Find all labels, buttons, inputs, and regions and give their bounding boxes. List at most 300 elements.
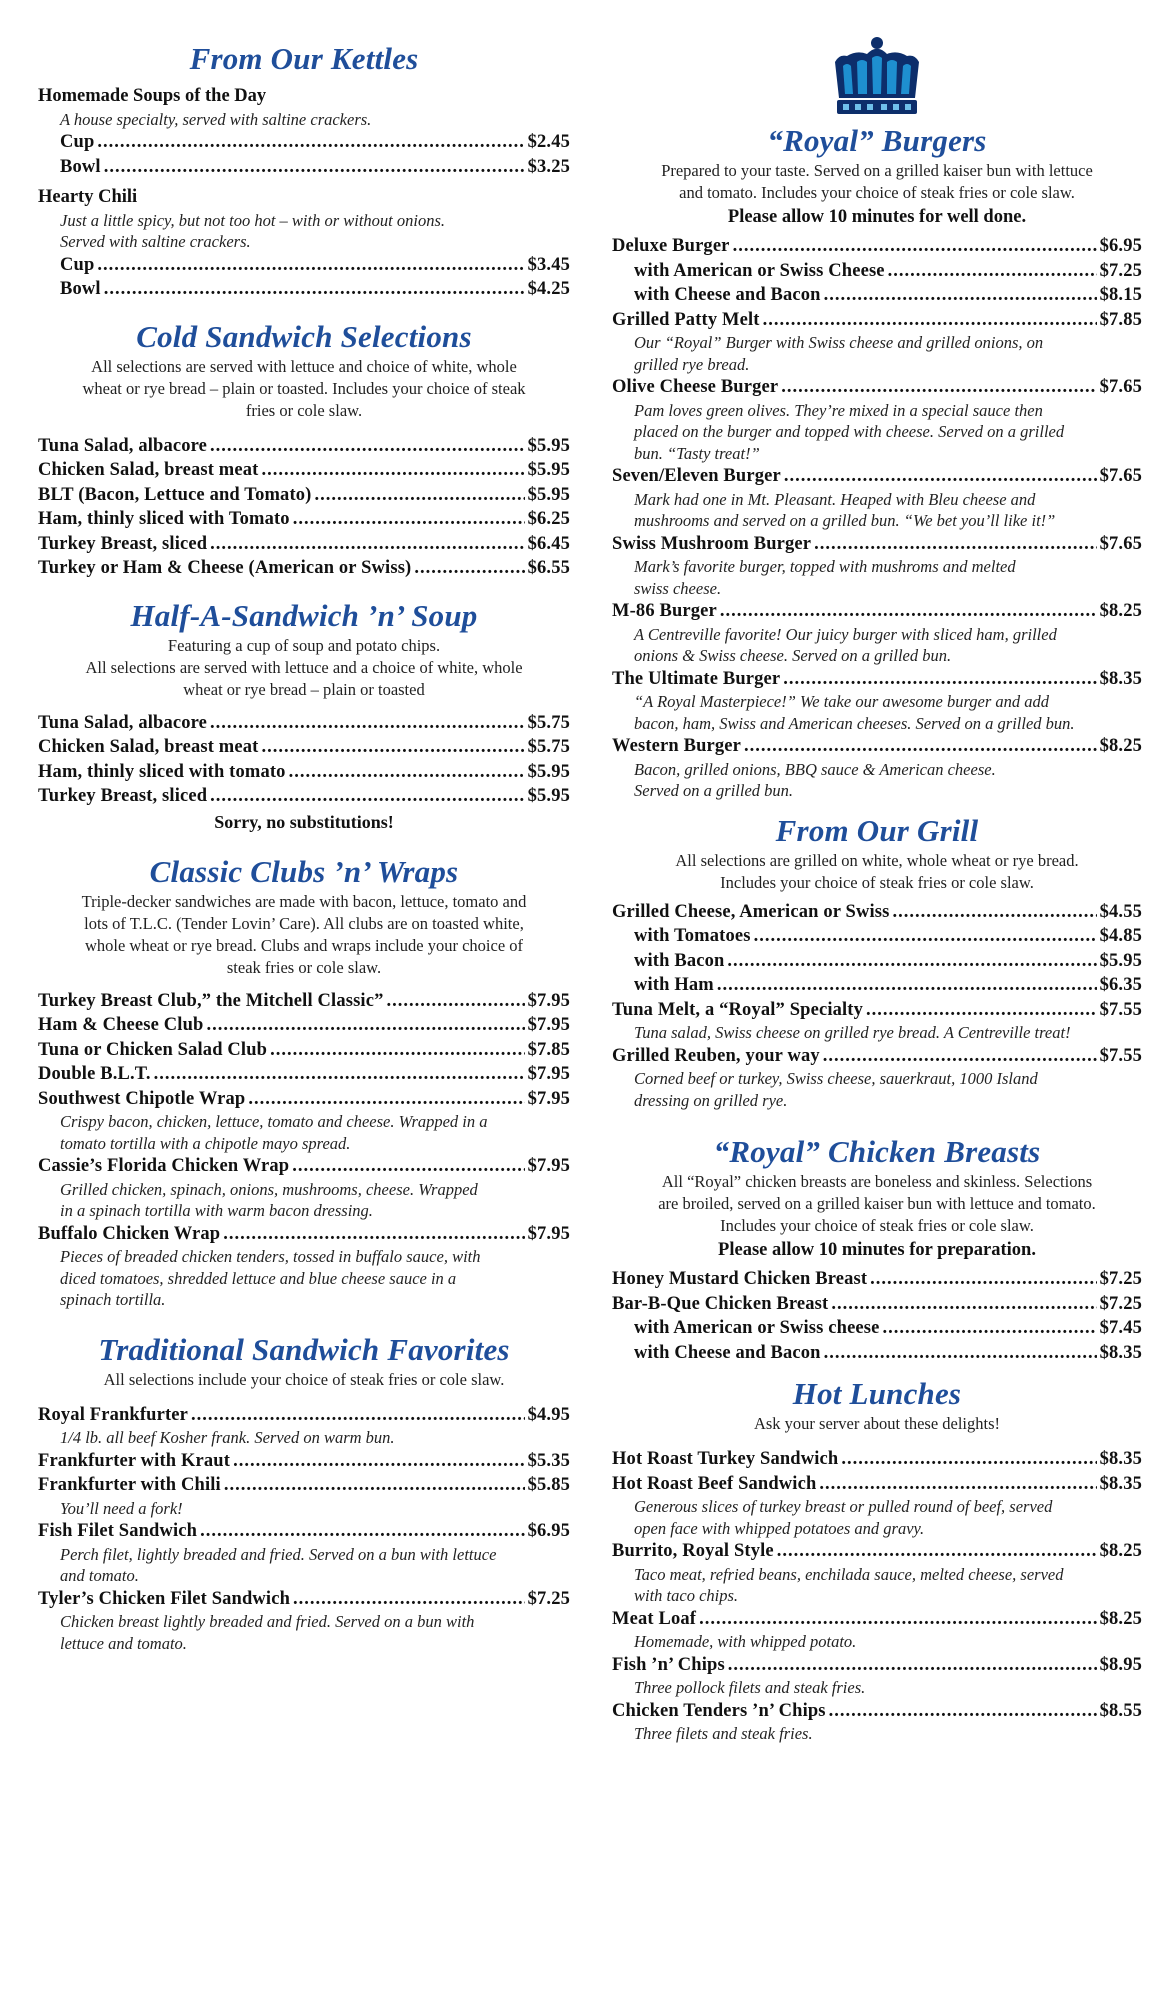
item-price: $5.95 <box>527 761 570 782</box>
menu-item-row <box>612 1316 1142 1341</box>
item-price: $4.95 <box>527 1404 570 1425</box>
cold-title: Cold Sandwich Selections <box>136 318 472 354</box>
item-price: $8.25 <box>1099 601 1142 621</box>
item-description: with taco chips. <box>634 1586 739 1605</box>
menu-item <box>612 998 1142 1044</box>
leader-dots <box>699 1607 1097 1632</box>
menu-item-row <box>38 1013 570 1038</box>
item-price: $8.95 <box>1099 1654 1142 1675</box>
menu-item <box>38 989 570 1014</box>
leader-dots <box>733 234 1097 259</box>
item-name: Fish ’n’ Chips <box>612 1654 725 1675</box>
menu-item-row <box>612 667 1142 692</box>
item-price: $7.95 <box>527 1223 570 1244</box>
item-price: $6.45 <box>527 533 570 554</box>
item-price: $7.25 <box>1099 260 1142 281</box>
menu-item-row <box>38 1062 570 1087</box>
item-description: lettuce and tomato. <box>60 1633 187 1653</box>
item-name: with Cheese and Bacon <box>634 1342 821 1363</box>
half-intro: All selections are served with lettuce and a choice of white, whole <box>85 657 523 677</box>
item-name: Tuna Salad, albacore <box>38 712 208 733</box>
lunches-intro: Ask your server about these delights! <box>753 1414 1001 1433</box>
leader-dots <box>783 667 1096 692</box>
menu-item-row <box>38 1154 570 1179</box>
item-description: diced tomatoes, shredded lettuce and blue cheese sauce in a <box>60 1268 457 1288</box>
leader-dots <box>841 1447 1096 1472</box>
menu-item-row <box>38 989 570 1014</box>
menu-item-row <box>38 507 570 532</box>
item-name: Cup <box>60 254 95 275</box>
item-name: Double B.L.T. <box>38 1064 151 1084</box>
item-description: swiss cheese. <box>634 578 722 598</box>
item-description: “A Royal Masterpiece!” We take our awesome burger and add <box>634 692 1050 711</box>
item-name: Meat Loaf <box>612 1608 697 1629</box>
item-name: Turkey Breast Club,” the Mitchell Classic” <box>38 990 384 1011</box>
item-name: Turkey Breast, sliced <box>38 786 208 806</box>
item-price: $7.65 <box>1099 377 1142 397</box>
item-name: Turkey Breast, sliced <box>38 533 208 554</box>
leader-dots <box>386 989 524 1014</box>
cold-intro: fries or cole slaw. <box>245 400 363 420</box>
leader-dots <box>870 1267 1096 1292</box>
item-description: placed on the burger and topped with cheese. Served on a grilled <box>634 422 1065 441</box>
item-name: M-86 Burger <box>612 601 717 621</box>
item-description: Pam loves green olives. They’re mixed in a special sauce then <box>634 400 1043 420</box>
grilled-cheese-row <box>612 900 1142 925</box>
item-description: Bacon, grilled onions, BBQ sauce & American cheese. <box>634 759 996 779</box>
menu-item-row <box>612 1607 1142 1632</box>
clubs-intro: Triple-decker sandwiches are made with bacon, lettuce, tomato and <box>81 891 527 911</box>
item-description: Mark had one in Mt. Pleasant. Heaped with Bleu cheese and <box>634 489 1036 509</box>
menu-item <box>38 1062 570 1087</box>
menu-item <box>38 483 570 508</box>
menu-item-row <box>38 483 570 508</box>
item-name: with Ham <box>634 975 714 995</box>
menu-item <box>38 507 570 532</box>
menu-item <box>38 1087 570 1155</box>
menu-item <box>38 458 570 483</box>
item-name: Tuna Melt, a “Royal” Specialty <box>612 999 864 1020</box>
chicken-intro: All “Royal” chicken breasts are boneless and skinless. Selections <box>661 1172 1093 1191</box>
clubs-intro: lots of T.L.C. (Tender Lovin’ Care). All clubs are on toasted white, <box>84 913 524 933</box>
item-price: $8.35 <box>1099 1342 1142 1363</box>
item-name: Western Burger <box>612 736 741 756</box>
menu-item <box>612 1472 1142 1540</box>
soups-description: A house specialty, served with saltine crackers. <box>60 109 372 129</box>
menu-item-row <box>38 784 570 809</box>
menu-item <box>38 1519 570 1587</box>
leader-dots <box>210 532 524 557</box>
item-name: Deluxe Burger <box>612 236 730 256</box>
menu-item <box>38 1403 570 1449</box>
menu-item-row <box>38 735 570 760</box>
no-substitutions-note: Sorry, no substitutions! <box>214 811 394 832</box>
item-name: with Cheese and Bacon <box>634 285 821 305</box>
leader-dots <box>293 1587 525 1612</box>
item-name: Frankfurter with Kraut <box>38 1450 231 1471</box>
leader-dots <box>206 1013 524 1038</box>
leader-dots <box>720 599 1097 624</box>
menu-item-row <box>38 760 570 785</box>
item-description: open face with whipped potatoes and gravy. <box>634 1518 925 1538</box>
menu-item <box>612 464 1142 532</box>
item-name: Seven/Eleven Burger <box>612 466 781 486</box>
grill-intro: Includes your choice of steak fries or cole slaw. <box>720 872 1034 892</box>
menu-item <box>38 556 570 581</box>
item-name: Cassie’s Florida Chicken Wrap <box>38 1156 290 1176</box>
item-name: Royal Frankfurter <box>38 1404 189 1425</box>
menu-item <box>612 1316 1142 1341</box>
leader-dots <box>97 253 524 278</box>
item-price: $5.95 <box>527 484 570 505</box>
leader-dots <box>754 924 1097 949</box>
menu-item-row <box>612 949 1142 974</box>
menu-item <box>612 1539 1142 1607</box>
menu-item <box>612 1699 1142 1745</box>
leader-dots <box>210 434 525 459</box>
leader-dots <box>728 1653 1097 1678</box>
menu-item <box>612 375 1142 464</box>
cold-intro: wheat or rye bread – plain or toasted. Includes your choice of steak <box>82 378 526 398</box>
leader-dots <box>270 1038 525 1063</box>
item-price: $8.55 <box>1099 1700 1142 1721</box>
item-price: $3.25 <box>527 156 570 177</box>
leader-dots <box>200 1519 525 1544</box>
item-price: $7.55 <box>1099 999 1142 1020</box>
leader-dots <box>717 973 1097 998</box>
leader-dots <box>824 283 1097 308</box>
item-description: and tomato. <box>60 1566 139 1585</box>
menu-item <box>38 1154 570 1222</box>
menu-item-row <box>612 924 1142 949</box>
item-description: You’ll need a fork! <box>60 1498 183 1518</box>
menu-item-row <box>38 1473 570 1498</box>
menu-item <box>38 434 570 459</box>
menu-item-row <box>612 375 1142 400</box>
item-name: Ham, thinly sliced with tomato <box>38 761 286 782</box>
menu-item <box>38 1587 570 1655</box>
item-description: onions & Swiss cheese. Served on a grilled bun. <box>634 646 952 665</box>
menu-item-row <box>38 1587 570 1612</box>
chicken-allow-note: Please allow 10 minutes for preparation. <box>718 1240 1036 1260</box>
deluxe-sub-row <box>612 283 1142 308</box>
menu-item <box>612 1447 1142 1472</box>
item-description: Served on a grilled bun. <box>634 781 794 800</box>
menu-item <box>38 1013 570 1038</box>
item-price: $5.95 <box>527 460 570 480</box>
item-price: $7.85 <box>1099 309 1142 330</box>
clubs-menu-list <box>38 989 570 1311</box>
burgers-allow-note: Please allow 10 minutes for well done. <box>727 207 1027 227</box>
item-name: Chicken Tenders ’n’ Chips <box>612 1700 826 1721</box>
item-description: Corned beef or turkey, Swiss cheese, sauerkraut, 1000 Island <box>634 1069 1038 1088</box>
clubs-intro: steak fries or cole slaw. <box>226 957 382 977</box>
grill-intro: All selections are grilled on white, whole wheat or rye bread. <box>675 850 1079 870</box>
item-price: $7.85 <box>527 1039 570 1060</box>
deluxe-burger-row <box>612 234 1142 259</box>
leader-dots <box>97 130 524 155</box>
menu-item-row <box>38 1519 570 1544</box>
item-price: $7.65 <box>1099 533 1142 554</box>
menu-item <box>612 924 1142 949</box>
leader-dots <box>154 1062 525 1087</box>
menu-item-row <box>612 1472 1142 1497</box>
item-name: Swiss Mushroom Burger <box>612 533 812 554</box>
item-description: Pieces of breaded chicken tenders, tossed in buffalo sauce, with <box>60 1247 481 1266</box>
item-name: Cup <box>60 132 95 152</box>
half-intro: Featuring a cup of soup and potato chips. <box>167 635 441 655</box>
menu-item-row <box>612 998 1142 1023</box>
leader-dots <box>744 734 1097 759</box>
item-name: Ham & Cheese Club <box>38 1015 204 1035</box>
leader-dots <box>763 308 1097 333</box>
grill-menu-list <box>612 998 1142 1112</box>
bbq-chicken-options <box>612 1316 1142 1365</box>
burgers-menu-list <box>612 308 1142 802</box>
menu-item <box>38 1222 570 1311</box>
item-price: $7.25 <box>1099 1269 1142 1289</box>
item-name: Tuna Salad, albacore <box>38 435 208 456</box>
leader-dots <box>191 1403 525 1428</box>
leader-dots <box>824 1341 1097 1366</box>
leader-dots <box>831 1292 1096 1317</box>
chili-description: Just a little spicy, but not too hot – with or without onions. <box>60 210 446 230</box>
leader-dots <box>104 277 525 302</box>
item-description: Homemade, with whipped potato. <box>634 1632 857 1651</box>
item-price: $7.25 <box>1099 1293 1142 1314</box>
leader-dots <box>289 760 525 785</box>
item-price: $7.65 <box>1099 466 1142 486</box>
menu-item-row <box>38 532 570 557</box>
leader-dots <box>223 1222 524 1247</box>
leader-dots <box>823 1044 1097 1069</box>
menu-item <box>612 734 1142 802</box>
clubs-intro: whole wheat or rye bread. Clubs and wraps include your choice of <box>84 935 524 955</box>
item-description: spinach tortilla. <box>60 1290 166 1309</box>
leader-dots <box>892 900 1096 925</box>
item-price: $6.55 <box>527 558 570 578</box>
item-price: $6.95 <box>1099 236 1142 256</box>
menu-item <box>612 667 1142 735</box>
menu-item <box>612 1341 1142 1366</box>
menu-item-row <box>38 1038 570 1063</box>
item-name: Grilled Cheese, American or Swiss <box>612 901 890 922</box>
lunches-menu-list <box>612 1447 1142 1745</box>
chili-bowl-row <box>38 277 570 302</box>
item-description: Our “Royal” Burger with Swiss cheese and grilled onions, on <box>634 333 1044 352</box>
item-name: Hot Roast Turkey Sandwich <box>612 1449 839 1469</box>
menu-item <box>612 1607 1142 1653</box>
item-description: dressing on grilled rye. <box>634 1090 788 1110</box>
leader-dots <box>819 1472 1096 1497</box>
item-name: Fish Filet Sandwich <box>38 1521 198 1541</box>
item-description: tomato tortilla with a chipotle mayo spread. <box>60 1133 351 1153</box>
chili-heading: Hearty Chili <box>38 187 138 207</box>
half-intro: wheat or rye bread – plain or toasted <box>183 679 425 699</box>
menu-item <box>38 784 570 809</box>
item-price: $3.45 <box>527 254 570 275</box>
item-description: in a spinach tortilla with warm bacon dressing. <box>60 1201 373 1220</box>
item-name: with American or Swiss Cheese <box>634 260 885 281</box>
item-name: with American or Swiss cheese <box>634 1318 880 1338</box>
item-description: mushrooms and served on a grilled bun. “We bet you’ll like it!” <box>634 511 1056 530</box>
item-description: Three filets and steak fries. <box>634 1724 813 1743</box>
item-price: $7.95 <box>527 1015 570 1035</box>
leader-dots <box>781 375 1096 400</box>
item-price: $7.45 <box>1099 1318 1142 1338</box>
lunches-title: Hot Lunches <box>792 1376 962 1411</box>
leader-dots <box>314 483 524 508</box>
menu-item <box>612 599 1142 667</box>
item-description: Grilled chicken, spinach, onions, mushrooms, cheese. Wrapped <box>60 1179 478 1199</box>
item-description: Taco meat, refried beans, enchilada sauce, melted cheese, served <box>634 1564 1064 1584</box>
menu-item-row <box>38 711 570 736</box>
menu-item-row <box>38 1087 570 1112</box>
menu-item <box>612 949 1142 974</box>
item-name: Hot Roast Beef Sandwich <box>612 1473 817 1494</box>
menu-item-row <box>38 1449 570 1474</box>
item-description: 1/4 lb. all beef Kosher frank. Served on warm bun. <box>60 1428 395 1447</box>
leader-dots <box>248 1087 524 1112</box>
item-price: $5.85 <box>527 1475 570 1495</box>
item-price: $5.95 <box>527 786 570 806</box>
item-description: Generous slices of turkey breast or pulled round of beef, served <box>634 1497 1053 1516</box>
item-name: Burrito, Royal Style <box>612 1541 774 1561</box>
soups-bowl-row <box>38 155 570 180</box>
item-name: with Bacon <box>634 950 725 971</box>
traditional-title: Traditional Sandwich Favorites <box>98 1331 510 1367</box>
item-name: Tyler’s Chicken Filet Sandwich <box>38 1588 291 1609</box>
menu-item-row <box>38 556 570 581</box>
item-name: Southwest Chipotle Wrap <box>38 1088 246 1109</box>
item-price: $5.95 <box>527 435 570 456</box>
item-price: $6.35 <box>1099 975 1142 995</box>
right-column <box>612 0 1142 1745</box>
soups-heading: Homemade Soups of the Day <box>38 86 267 106</box>
burgers-intro: and tomato. Includes your choice of steak fries or cole slaw. <box>679 183 1075 202</box>
item-name: with Tomatoes <box>634 926 751 946</box>
item-price: $5.95 <box>1099 950 1142 971</box>
leader-dots <box>866 998 1097 1023</box>
leader-dots <box>292 1154 524 1179</box>
item-description: A Centreville favorite! Our juicy burger with sliced ham, grilled <box>634 624 1057 644</box>
item-price: $7.95 <box>527 1156 570 1176</box>
left-column <box>38 0 570 1654</box>
traditional-intro: All selections include your choice of steak fries or cole slaw. <box>103 1369 505 1389</box>
item-description: Chicken breast lightly breaded and fried. Served on a bun with <box>60 1612 475 1631</box>
soups-cup-row <box>38 130 570 155</box>
chicken-intro: are broiled, served on a grilled kaiser bun with lettuce and tomato. <box>658 1194 1096 1213</box>
item-name: Grilled Reuben, your way <box>612 1045 820 1066</box>
menu-item-row <box>612 1044 1142 1069</box>
item-price: $5.75 <box>527 737 570 757</box>
item-name: Buffalo Chicken Wrap <box>38 1223 221 1244</box>
menu-item <box>612 1653 1142 1699</box>
item-description: Mark’s favorite burger, topped with mushroms and melted <box>634 557 1016 576</box>
item-price: $8.35 <box>1099 1449 1142 1469</box>
item-price: $7.95 <box>527 1064 570 1084</box>
half-menu-list <box>38 711 570 809</box>
menu-item <box>38 735 570 760</box>
item-name: The Ultimate Burger <box>612 668 781 689</box>
menu-item <box>38 1449 570 1474</box>
item-price: $7.55 <box>1099 1045 1142 1066</box>
menu-item <box>38 532 570 557</box>
traditional-menu-list <box>38 1403 570 1655</box>
crown-icon <box>829 36 925 118</box>
menu-item-row <box>38 458 570 483</box>
item-price: $8.25 <box>1099 1608 1142 1629</box>
item-price: $7.95 <box>527 990 570 1011</box>
burgers-title: “Royal” Burgers <box>767 123 987 158</box>
chili-description: Served with saltine crackers. <box>60 232 251 251</box>
menu-item-row <box>38 1222 570 1247</box>
item-name: Frankfurter with Chili <box>38 1475 221 1495</box>
leader-dots <box>104 155 525 180</box>
item-description: Perch filet, lightly breaded and fried. Served on a bun with lettuce <box>60 1544 497 1564</box>
grill-title: From Our Grill <box>775 812 979 848</box>
item-price: $8.35 <box>1099 1473 1142 1494</box>
item-description: Tuna salad, Swiss cheese on grilled rye bread. A Centreville treat! <box>634 1023 1071 1042</box>
grilled-cheese-options <box>612 924 1142 998</box>
item-price: $6.25 <box>527 509 570 529</box>
menu-item-row <box>38 1403 570 1428</box>
item-price: $8.25 <box>1099 736 1142 756</box>
menu-item-row <box>612 464 1142 489</box>
leader-dots <box>814 532 1096 557</box>
menu-item <box>612 308 1142 376</box>
menu-item-row <box>612 308 1142 333</box>
item-price: $4.25 <box>527 279 570 299</box>
item-description: Crispy bacon, chicken, lettuce, tomato and cheese. Wrapped in a <box>60 1112 488 1131</box>
chicken-title: “Royal” Chicken Breasts <box>713 1134 1041 1169</box>
item-description: bacon, ham, Swiss and American cheeses. Served on a grilled bun. <box>634 713 1075 733</box>
menu-item <box>38 1473 570 1519</box>
item-price: $6.95 <box>527 1521 570 1541</box>
menu-item-row <box>612 973 1142 998</box>
menu-item-row <box>612 532 1142 557</box>
leader-dots <box>727 949 1096 974</box>
item-name: Grilled Patty Melt <box>612 309 760 330</box>
item-name: Chicken Salad, breast meat <box>38 737 259 757</box>
item-price: $7.25 <box>527 1588 570 1609</box>
cold-menu-list <box>38 434 570 581</box>
item-price: $2.45 <box>527 132 570 152</box>
item-description: grilled rye bread. <box>634 354 750 374</box>
leader-dots <box>224 1473 525 1498</box>
leader-dots <box>293 507 525 532</box>
kettles-title: From Our Kettles <box>189 41 419 76</box>
half-title: Half-A-Sandwich ’n’ Soup <box>130 597 478 633</box>
item-description: Three pollock filets and steak fries. <box>634 1678 866 1697</box>
item-price: $4.85 <box>1099 926 1142 946</box>
leader-dots <box>888 259 1097 284</box>
menu-item <box>38 760 570 785</box>
deluxe-sub-row <box>612 259 1142 284</box>
leader-dots <box>261 735 524 760</box>
menu-item <box>38 1038 570 1063</box>
clubs-title: Classic Clubs ’n’ Wraps <box>149 853 459 889</box>
menu-item-row <box>612 1447 1142 1472</box>
honey-mustard-row <box>612 1267 1142 1292</box>
item-price: $8.35 <box>1099 668 1142 689</box>
leader-dots <box>233 1449 525 1474</box>
item-name: Bowl <box>60 279 101 299</box>
menu-item <box>38 711 570 736</box>
menu-item <box>612 532 1142 600</box>
menu-item-row <box>612 1653 1142 1678</box>
item-name: Bar-B-Que Chicken Breast <box>612 1293 829 1314</box>
